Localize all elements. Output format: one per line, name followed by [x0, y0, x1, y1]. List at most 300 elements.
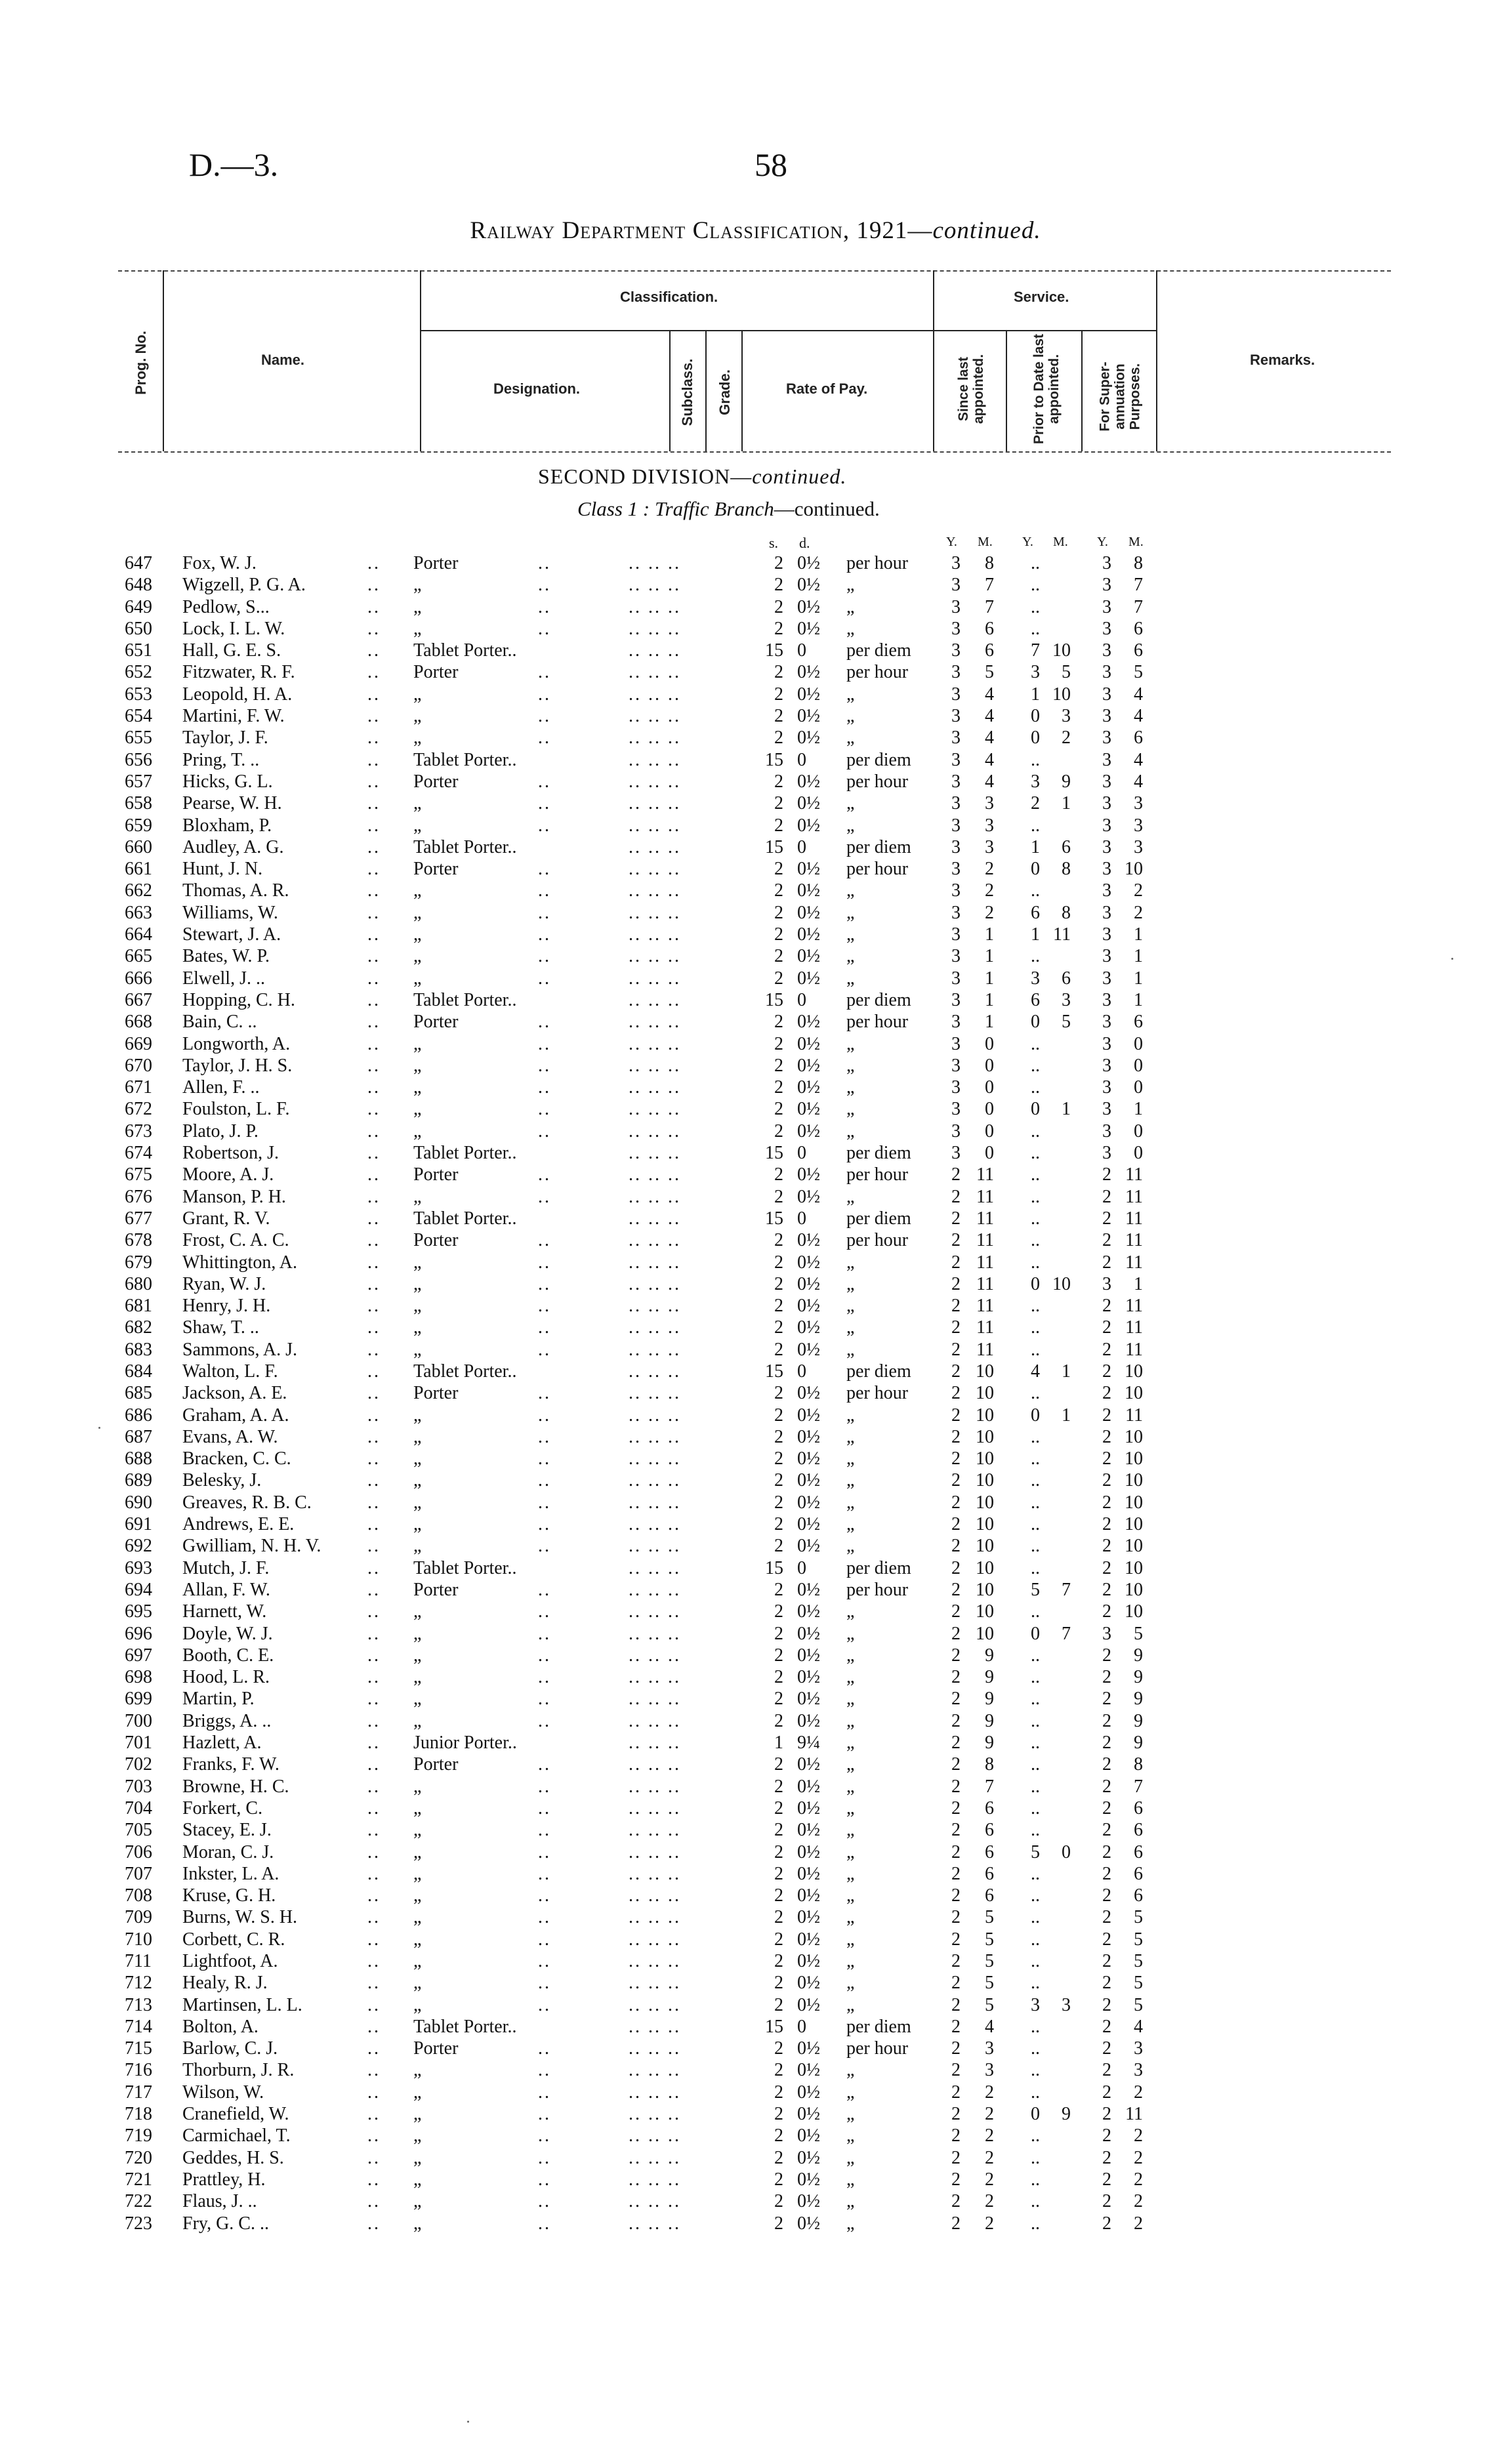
prior-service-years-cell: 3: [1031, 968, 1040, 989]
leader-dots: .. .. ..: [629, 815, 681, 836]
leader-dots: ..: [538, 1012, 551, 1033]
prior-service-months-cell: 10: [1052, 640, 1071, 661]
leader-dots: .. .. ..: [629, 2191, 681, 2212]
rate-pence-cell: 0½: [797, 1186, 820, 1207]
superannuation-years-cell: 3: [1102, 946, 1111, 967]
superannuation-years-cell: 3: [1102, 968, 1111, 989]
rate-unit-cell: per hour: [846, 859, 909, 880]
superannuation-years-cell: 2: [1102, 1252, 1111, 1273]
leader-dots: ..: [367, 706, 381, 727]
prior-service-years-cell: ..: [1031, 1230, 1040, 1251]
name-cell: Martini, F. W.: [182, 706, 285, 727]
table-row: [0, 1142, 1511, 1164]
designation-cell: „: [413, 2082, 422, 2103]
rate-shillings-cell: 2: [774, 2169, 783, 2190]
since-appointed-months-cell: 2: [985, 902, 994, 923]
superannuation-years-cell: 3: [1102, 836, 1111, 857]
leader-dots: .. .. ..: [629, 1689, 681, 1710]
prog-no-cell: 691: [125, 1514, 152, 1535]
designation-cell: „: [413, 1448, 422, 1469]
rate-shillings-cell: 2: [774, 1426, 783, 1447]
leader-dots: .. .. ..: [629, 2125, 681, 2146]
leader-dots: .. .. ..: [629, 1514, 681, 1535]
prog-no-cell: 689: [125, 1470, 152, 1491]
leader-dots: ..: [538, 1907, 551, 1928]
rate-pence-cell: 0½: [797, 771, 820, 792]
since-appointed-months-cell: 5: [985, 1994, 994, 2015]
table-row: [0, 1098, 1511, 1120]
table-row: [0, 1361, 1511, 1382]
rate-shillings-cell: 2: [774, 1317, 783, 1338]
rate-unit-cell: „: [846, 2169, 855, 2190]
leader-dots: ..: [538, 924, 551, 945]
superannuation-years-cell: 2: [1102, 1820, 1111, 1841]
superannuation-years-cell: 2: [1102, 1645, 1111, 1666]
leader-dots: ..: [367, 1186, 381, 1207]
rate-unit-cell: „: [846, 1885, 855, 1906]
prior-service-months-cell: 5: [1062, 1012, 1071, 1033]
prior-service-years-cell: ..: [1031, 1186, 1040, 1207]
since-appointed-years-cell: 2: [951, 1230, 961, 1251]
unit-shillings: s.: [769, 535, 779, 551]
since-appointed-years-cell: 3: [951, 728, 961, 749]
superannuation-months-cell: 2: [1134, 902, 1143, 923]
prior-service-months-cell: 1: [1062, 1099, 1071, 1120]
superannuation-years-cell: 3: [1102, 640, 1111, 661]
prog-no-cell: 649: [125, 596, 152, 617]
since-appointed-months-cell: 6: [985, 618, 994, 639]
leader-dots: ..: [538, 2169, 551, 2190]
since-appointed-months-cell: 10: [976, 1579, 994, 1600]
leader-dots: ..: [367, 1579, 381, 1600]
name-cell: Taylor, J. F.: [182, 728, 268, 749]
prior-service-years-cell: 1: [1031, 836, 1040, 857]
leader-dots: ..: [367, 1208, 381, 1229]
leader-dots: ..: [367, 1012, 381, 1033]
since-appointed-months-cell: 2: [985, 859, 994, 880]
table-row: [0, 1841, 1511, 1863]
name-cell: Carmichael, T.: [182, 2125, 291, 2146]
rate-unit-cell: per hour: [846, 1012, 909, 1033]
rate-unit-cell: „: [846, 2125, 855, 2146]
name-cell: Hopping, C. H.: [182, 989, 295, 1010]
since-appointed-months-cell: 11: [976, 1273, 994, 1294]
since-appointed-months-cell: 11: [976, 1339, 994, 1360]
rate-pence-cell: 0: [797, 2016, 806, 2037]
rate-unit-cell: „: [846, 1252, 855, 1273]
rate-unit-cell: „: [846, 2191, 855, 2212]
name-cell: Briggs, A. ..: [182, 1710, 272, 1731]
since-appointed-months-cell: 9: [985, 1645, 994, 1666]
table-row: [0, 902, 1511, 924]
designation-cell: „: [413, 684, 422, 705]
designation-cell: „: [413, 728, 422, 749]
rate-shillings-cell: 2: [774, 1164, 783, 1185]
since-appointed-years-cell: 3: [951, 946, 961, 967]
since-appointed-months-cell: 9: [985, 1733, 994, 1754]
rate-unit-cell: „: [846, 1733, 855, 1754]
designation-cell: Tablet Porter..: [413, 836, 517, 857]
header-top-rule: [118, 270, 1391, 272]
designation-cell: „: [413, 1514, 422, 1535]
prog-no-cell: 687: [125, 1426, 152, 1447]
since-appointed-years-cell: 3: [951, 836, 961, 857]
rate-unit-cell: per diem: [846, 640, 911, 661]
header-divider: [163, 270, 164, 451]
superannuation-years-cell: 2: [1102, 1951, 1111, 1971]
name-cell: Taylor, J. H. S.: [182, 1055, 293, 1076]
name-cell: Gwilliam, N. H. V.: [182, 1536, 321, 1557]
table-row: [0, 1688, 1511, 1710]
rate-unit-cell: „: [846, 618, 855, 639]
prog-no-cell: 670: [125, 1055, 152, 1076]
rate-pence-cell: 0½: [797, 1623, 820, 1644]
leader-dots: ..: [538, 2191, 551, 2212]
leader-dots: ..: [367, 1929, 381, 1950]
table-row: [0, 880, 1511, 901]
table-row: [0, 684, 1511, 705]
superannuation-months-cell: 0: [1134, 1077, 1143, 1098]
prior-service-years-cell: ..: [1031, 596, 1040, 617]
rate-unit-cell: „: [846, 1645, 855, 1666]
rate-pence-cell: 0½: [797, 880, 820, 901]
rate-pence-cell: 0½: [797, 1383, 820, 1404]
prior-service-years-cell: ..: [1031, 1317, 1040, 1338]
leader-dots: .. .. ..: [629, 1208, 681, 1229]
table-row: [0, 1994, 1511, 2016]
since-appointed-years-cell: 3: [951, 662, 961, 683]
prog-no-cell: 710: [125, 1929, 152, 1950]
since-appointed-years-cell: 3: [951, 1077, 961, 1098]
prior-service-months-cell: 6: [1062, 968, 1071, 989]
since-appointed-months-cell: 8: [985, 1754, 994, 1775]
prior-service-months-cell: 5: [1062, 662, 1071, 683]
leader-dots: .. .. ..: [629, 1143, 681, 1164]
since-appointed-years-cell: 2: [951, 1383, 961, 1404]
prior-service-months-cell: 3: [1062, 1994, 1071, 2015]
table-row: [0, 1950, 1511, 1972]
rate-pence-cell: 0½: [797, 1973, 820, 1994]
superannuation-months-cell: 9: [1134, 1645, 1143, 1666]
since-appointed-months-cell: 6: [985, 1797, 994, 1818]
rate-shillings-cell: 2: [774, 596, 783, 617]
designation-cell: „: [413, 1863, 422, 1884]
leader-dots: .. .. ..: [629, 1426, 681, 1447]
since-appointed-months-cell: 10: [976, 1623, 994, 1644]
rate-shillings-cell: 2: [774, 1820, 783, 1841]
superannuation-months-cell: 1: [1134, 968, 1143, 989]
prior-service-years-cell: 1: [1031, 924, 1040, 945]
leader-dots: ..: [367, 1776, 381, 1797]
superannuation-months-cell: 6: [1134, 1012, 1143, 1033]
name-cell: Elwell, J. ..: [182, 968, 265, 989]
table-row: [0, 1601, 1511, 1622]
since-appointed-years-cell: 2: [951, 1667, 961, 1688]
leader-dots: .. .. ..: [629, 2213, 681, 2234]
table-row: [0, 1382, 1511, 1404]
leader-dots: ..: [367, 1033, 381, 1054]
prog-no-cell: 690: [125, 1492, 152, 1513]
rate-pence-cell: 0: [797, 1361, 806, 1382]
superannuation-months-cell: 6: [1134, 1841, 1143, 1862]
leader-dots: .. .. ..: [629, 1361, 681, 1382]
designation-cell: „: [413, 618, 422, 639]
since-appointed-months-cell: 2: [985, 2147, 994, 2168]
prior-service-years-cell: ..: [1031, 946, 1040, 967]
leader-dots: ..: [367, 968, 381, 989]
prog-no-cell: 654: [125, 706, 152, 727]
since-appointed-months-cell: 1: [985, 924, 994, 945]
leader-dots: ..: [538, 1339, 551, 1360]
table-row: [0, 1405, 1511, 1426]
table-row: [0, 640, 1511, 661]
designation-cell: „: [413, 1689, 422, 1710]
rate-unit-cell: per hour: [846, 1579, 909, 1600]
leader-dots: ..: [538, 1689, 551, 1710]
prog-no-cell: 701: [125, 1733, 152, 1754]
leader-dots: ..: [538, 596, 551, 617]
prog-no-cell: 681: [125, 1296, 152, 1317]
table-row: [0, 2038, 1511, 2059]
table-row: [0, 924, 1511, 945]
prog-no-cell: 665: [125, 946, 152, 967]
designation-cell: „: [413, 1951, 422, 1971]
prior-service-years-cell: ..: [1031, 1077, 1040, 1098]
leader-dots: ..: [538, 946, 551, 967]
since-appointed-years-cell: 2: [951, 1339, 961, 1360]
leader-dots: .. .. ..: [629, 1296, 681, 1317]
designation-cell: „: [413, 1994, 422, 2015]
since-appointed-months-cell: 3: [985, 2038, 994, 2059]
prior-service-years-cell: ..: [1031, 1339, 1040, 1360]
since-appointed-months-cell: 1: [985, 1012, 994, 1033]
superannuation-years-cell: 3: [1102, 662, 1111, 683]
rate-unit-cell: „: [846, 1667, 855, 1688]
leader-dots: ..: [538, 1710, 551, 1731]
designation-cell: Junior Porter..: [413, 1733, 517, 1754]
leader-dots: ..: [538, 1426, 551, 1447]
header-remarks: Remarks.: [1250, 352, 1315, 368]
superannuation-months-cell: 6: [1134, 1797, 1143, 1818]
rate-unit-cell: „: [846, 1033, 855, 1054]
rate-shillings-cell: 2: [774, 1973, 783, 1994]
since-appointed-months-cell: 3: [985, 2060, 994, 2081]
since-appointed-years-cell: 2: [951, 2125, 961, 2146]
rate-shillings-cell: 2: [774, 1841, 783, 1862]
since-appointed-months-cell: 10: [976, 1405, 994, 1426]
leader-dots: ..: [367, 1536, 381, 1557]
table-row: [0, 2169, 1511, 2190]
superannuation-months-cell: 4: [1134, 2016, 1143, 2037]
name-cell: Pedlow, S...: [182, 596, 270, 617]
name-cell: Forkert, C.: [182, 1797, 263, 1818]
designation-cell: „: [413, 1317, 422, 1338]
prog-no-cell: 692: [125, 1536, 152, 1557]
since-appointed-months-cell: 7: [985, 596, 994, 617]
rate-unit-cell: „: [846, 1296, 855, 1317]
leader-dots: ..: [538, 1470, 551, 1491]
superannuation-months-cell: 1: [1134, 1273, 1143, 1294]
superannuation-months-cell: 11: [1125, 1317, 1143, 1338]
prog-no-cell: 653: [125, 684, 152, 705]
name-cell: Doyle, W. J.: [182, 1623, 273, 1644]
header-rate-of-pay: Rate of Pay.: [786, 380, 868, 397]
header-middle-rule: [420, 330, 1156, 331]
name-cell: Prattley, H.: [182, 2169, 266, 2190]
rate-shillings-cell: 2: [774, 684, 783, 705]
prior-service-years-cell: 5: [1031, 1579, 1040, 1600]
rate-shillings-cell: 2: [774, 1536, 783, 1557]
prior-service-years-cell: ..: [1031, 1033, 1040, 1054]
designation-cell: „: [413, 1841, 422, 1862]
superannuation-years-cell: 2: [1102, 1885, 1111, 1906]
superannuation-months-cell: 6: [1134, 728, 1143, 749]
rate-shillings-cell: 2: [774, 1667, 783, 1688]
prior-service-months-cell: 9: [1062, 771, 1071, 792]
designation-cell: „: [413, 1797, 422, 1818]
rate-pence-cell: 0½: [797, 1645, 820, 1666]
since-appointed-months-cell: 3: [985, 793, 994, 814]
leader-dots: .. .. ..: [629, 1797, 681, 1818]
header-subclass: Subclass.: [679, 358, 695, 426]
since-appointed-years-cell: 2: [951, 1776, 961, 1797]
leader-dots: ..: [538, 902, 551, 923]
superannuation-months-cell: 11: [1125, 1186, 1143, 1207]
rate-unit-cell: „: [846, 1863, 855, 1884]
superannuation-months-cell: 11: [1125, 1405, 1143, 1426]
rate-shillings-cell: 2: [774, 1951, 783, 1971]
prog-no-cell: 660: [125, 836, 152, 857]
since-appointed-years-cell: 3: [951, 749, 961, 770]
designation-cell: Porter: [413, 859, 459, 880]
superannuation-years-cell: 2: [1102, 1776, 1111, 1797]
table-row: [0, 1469, 1511, 1491]
leader-dots: ..: [367, 771, 381, 792]
since-appointed-years-cell: 3: [951, 924, 961, 945]
superannuation-years-cell: 2: [1102, 1863, 1111, 1884]
leader-dots: .. .. ..: [629, 1383, 681, 1404]
name-cell: Cranefield, W.: [182, 2104, 289, 2125]
table-row: [0, 1033, 1511, 1055]
rate-unit-cell: „: [846, 1317, 855, 1338]
rate-pence-cell: 0½: [797, 1820, 820, 1841]
prior-service-years-cell: ..: [1031, 1252, 1040, 1273]
leader-dots: .. .. ..: [629, 2016, 681, 2037]
leader-dots: ..: [538, 2038, 551, 2059]
superannuation-years-cell: 3: [1102, 706, 1111, 727]
rate-shillings-cell: 2: [774, 553, 783, 573]
leader-dots: ..: [538, 1252, 551, 1273]
rate-pence-cell: 0½: [797, 2104, 820, 2125]
document-reference: D.—3.: [189, 146, 279, 183]
rate-unit-cell: „: [846, 1951, 855, 1971]
superannuation-months-cell: 0: [1134, 1143, 1143, 1164]
leader-dots: .. .. ..: [629, 596, 681, 617]
since-appointed-years-cell: 3: [951, 1055, 961, 1076]
rate-shillings-cell: 2: [774, 1186, 783, 1207]
prior-service-years-cell: ..: [1031, 1885, 1040, 1906]
since-appointed-years-cell: 2: [951, 2038, 961, 2059]
since-appointed-years-cell: 3: [951, 771, 961, 792]
since-appointed-months-cell: 0: [985, 1120, 994, 1141]
since-appointed-months-cell: 5: [985, 1907, 994, 1928]
rate-pence-cell: 0½: [797, 1667, 820, 1688]
rate-unit-cell: per diem: [846, 2016, 911, 2037]
name-cell: Kruse, G. H.: [182, 1885, 276, 1906]
prog-no-cell: 675: [125, 1164, 152, 1185]
rate-shillings-cell: 2: [774, 1383, 783, 1404]
superannuation-years-cell: 2: [1102, 2213, 1111, 2234]
prog-no-cell: 669: [125, 1033, 152, 1054]
prior-service-months-cell: 3: [1062, 706, 1071, 727]
name-cell: Franks, F. W.: [182, 1754, 279, 1775]
prog-no-cell: 652: [125, 662, 152, 683]
rate-pence-cell: 0½: [797, 1907, 820, 1928]
prog-no-cell: 709: [125, 1907, 152, 1928]
superannuation-months-cell: 1: [1134, 1099, 1143, 1120]
leader-dots: .. .. ..: [629, 1863, 681, 1884]
superannuation-years-cell: 3: [1102, 553, 1111, 573]
designation-cell: „: [413, 924, 422, 945]
superannuation-months-cell: 9: [1134, 1710, 1143, 1731]
name-cell: Bolton, A.: [182, 2016, 259, 2037]
since-appointed-years-cell: 2: [951, 2060, 961, 2081]
designation-cell: Porter: [413, 1230, 459, 1251]
designation-cell: „: [413, 1470, 422, 1491]
rate-shillings-cell: 2: [774, 1252, 783, 1273]
unit-years: Y.: [1097, 535, 1108, 549]
since-appointed-years-cell: 2: [951, 1426, 961, 1447]
leader-dots: ..: [538, 2213, 551, 2234]
superannuation-years-cell: 2: [1102, 2147, 1111, 2168]
name-cell: Fitzwater, R. F.: [182, 662, 295, 683]
rate-shillings-cell: 1: [774, 1733, 783, 1754]
name-cell: Hunt, J. N.: [182, 859, 263, 880]
prog-no-cell: 655: [125, 728, 152, 749]
rate-shillings-cell: 2: [774, 618, 783, 639]
unit-months: M.: [1053, 535, 1068, 549]
designation-cell: „: [413, 1929, 422, 1950]
table-row: [0, 1710, 1511, 1732]
rate-unit-cell: „: [846, 1907, 855, 1928]
name-cell: Bloxham, P.: [182, 815, 272, 836]
table-row: [0, 945, 1511, 967]
rate-unit-cell: „: [846, 902, 855, 923]
table-row: [0, 1492, 1511, 1513]
designation-cell: „: [413, 946, 422, 967]
rate-unit-cell: „: [846, 1077, 855, 1098]
rate-shillings-cell: 2: [774, 2125, 783, 2146]
leader-dots: ..: [538, 1296, 551, 1317]
superannuation-months-cell: 2: [1134, 880, 1143, 901]
rate-unit-cell: „: [846, 1689, 855, 1710]
superannuation-years-cell: 2: [1102, 2038, 1111, 2059]
header-divider: [741, 330, 743, 451]
prog-no-cell: 674: [125, 1143, 152, 1164]
since-appointed-months-cell: 5: [985, 662, 994, 683]
leader-dots: .. .. ..: [629, 1012, 681, 1033]
designation-cell: „: [413, 1667, 422, 1688]
since-appointed-months-cell: 4: [985, 2016, 994, 2037]
prog-no-cell: 702: [125, 1754, 152, 1775]
prior-service-years-cell: ..: [1031, 1055, 1040, 1076]
rate-unit-cell: „: [846, 1470, 855, 1491]
leader-dots: ..: [538, 1645, 551, 1666]
prior-service-years-cell: 5: [1031, 1841, 1040, 1862]
name-cell: Stacey, E. J.: [182, 1820, 272, 1841]
rate-pence-cell: 0½: [797, 1077, 820, 1098]
designation-cell: „: [413, 2125, 422, 2146]
